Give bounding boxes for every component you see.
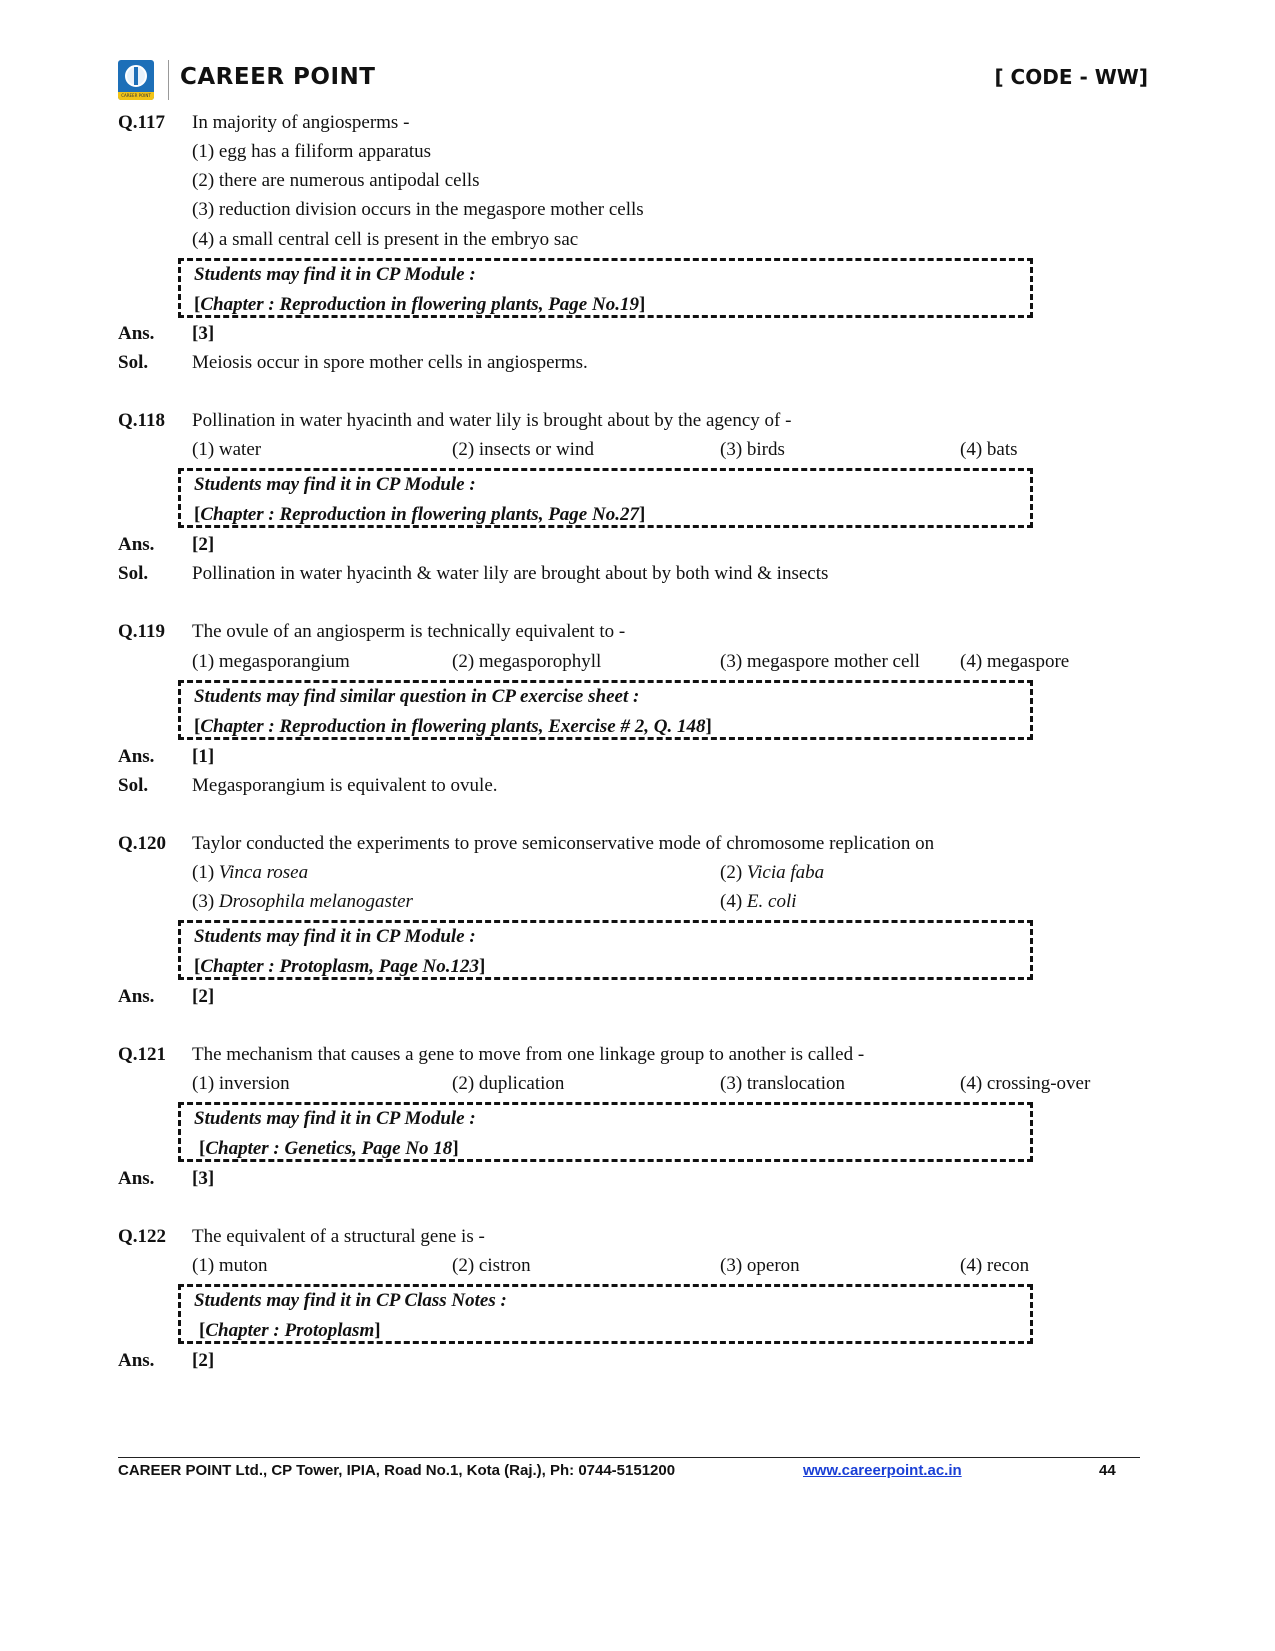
paper-code: [ CODE - WW] [994,65,1148,89]
reference-line-1: Students may find it in CP Class Notes : [194,1290,507,1311]
career-point-logo [118,60,154,100]
option-3: (3) Drosophila melanogaster [192,891,413,912]
option-2: (2) insects or wind [452,439,594,460]
logo-caption: CAREER POINT [121,93,151,98]
answer-value: [1] [192,746,215,767]
option-4: (4) crossing-over [960,1073,1091,1094]
reference-box [178,258,1033,318]
question-number: Q.122 [118,1226,167,1247]
answer-value: [3] [192,1168,215,1189]
answer-value: [2] [192,986,215,1007]
answer-label: Ans. [118,746,155,767]
solution-label: Sol. [118,775,149,796]
reference-line-2: [Chapter : Genetics, Page No 18] [199,1138,459,1159]
page-header [118,58,1148,102]
answer-value: [3] [192,323,215,344]
option-3: (3) birds [720,439,785,460]
question-number: Q.118 [118,410,165,431]
answer-label: Ans. [118,1350,155,1371]
footer-rule [118,1457,1140,1458]
reference-line-1: Students may find it in CP Module : [194,474,476,495]
option-2: (2) Vicia faba [720,862,825,883]
question-text: The equivalent of a structural gene is - [192,1226,485,1247]
option-4: (4) E. coli [720,891,797,912]
reference-line-2: [Chapter : Protoplasm] [199,1320,381,1341]
page-number: 44 [1099,1462,1116,1479]
solution-text: Megasporangium is equivalent to ovule. [192,775,498,796]
solution-label: Sol. [118,563,149,584]
option-3: (3) operon [720,1255,800,1276]
reference-box [178,1284,1033,1344]
answer-value: [2] [192,534,215,555]
reference-line-2: [Chapter : Reproduction in flowering plants, Page No.19] [194,294,646,315]
option-3: (3) megaspore mother cell [720,651,920,672]
answer-label: Ans. [118,323,155,344]
option-1: (1) egg has a filiform apparatus [192,141,431,162]
option-1: (1) inversion [192,1073,290,1094]
question-text: The ovule of an angiosperm is technically equivalent to - [192,621,626,642]
question-number: Q.119 [118,621,165,642]
reference-box [178,920,1033,980]
option-1: (1) water [192,439,262,460]
option-2: (2) there are numerous antipodal cells [192,170,480,191]
option-4: (4) a small central cell is present in the embryo sac [192,229,579,250]
question-text: Taylor conducted the experiments to prove semiconservative mode of chromosome replication on [192,833,935,854]
option-1: (1) Vinca rosea [192,862,309,883]
question-text: Pollination in water hyacinth and water lily is brought about by the agency of - [192,410,792,431]
option-1: (1) megasporangium [192,651,350,672]
question-number: Q.121 [118,1044,167,1065]
answer-label: Ans. [118,1168,155,1189]
option-4: (4) recon [960,1255,1030,1276]
question-number: Q.120 [118,833,167,854]
reference-line-2: [Chapter : Reproduction in flowering plants, Exercise # 2, Q. 148] [194,716,712,737]
solution-text: Meiosis occur in spore mother cells in angiosperms. [192,352,588,373]
header-divider [168,60,169,100]
reference-line-1: Students may find it in CP Module : [194,926,476,947]
footer-address: CAREER POINT Ltd., CP Tower, IPIA, Road No.1, Kota (Raj.), Ph: 0744-5151200 [118,1462,676,1479]
solution-label: Sol. [118,352,149,373]
question-text: The mechanism that causes a gene to move from one linkage group to another is called - [192,1044,865,1065]
solution-text: Pollination in water hyacinth & water lily are brought about by both wind & insects [192,563,829,584]
option-4: (4) bats [960,439,1018,460]
option-3: (3) translocation [720,1073,846,1094]
question-number: Q.117 [118,112,165,133]
question-text: In majority of angiosperms - [192,112,410,133]
option-2: (2) duplication [452,1073,565,1094]
reference-box [178,1102,1033,1162]
reference-line-1: Students may find it in CP Module : [194,264,476,285]
reference-line-2: [Chapter : Reproduction in flowering plants, Page No.27] [194,504,646,525]
answer-value: [2] [192,1350,215,1371]
option-1: (1) muton [192,1255,268,1276]
answer-label: Ans. [118,534,155,555]
option-2: (2) cistron [452,1255,531,1276]
footer-website-link[interactable]: www.careerpoint.ac.in [803,1462,962,1479]
reference-line-2: [Chapter : Protoplasm, Page No.123] [194,956,486,977]
reference-line-1: Students may find it in CP Module : [194,1108,476,1129]
option-2: (2) megasporophyll [452,651,602,672]
reference-box [178,468,1033,528]
option-4: (4) megaspore [960,651,1070,672]
reference-box [178,680,1033,740]
option-3: (3) reduction division occurs in the megaspore mother cells [192,199,644,220]
brand-name: CAREER POINT [180,64,376,90]
reference-line-1: Students may find similar question in CP exercise sheet : [194,686,640,707]
answer-label: Ans. [118,986,155,1007]
